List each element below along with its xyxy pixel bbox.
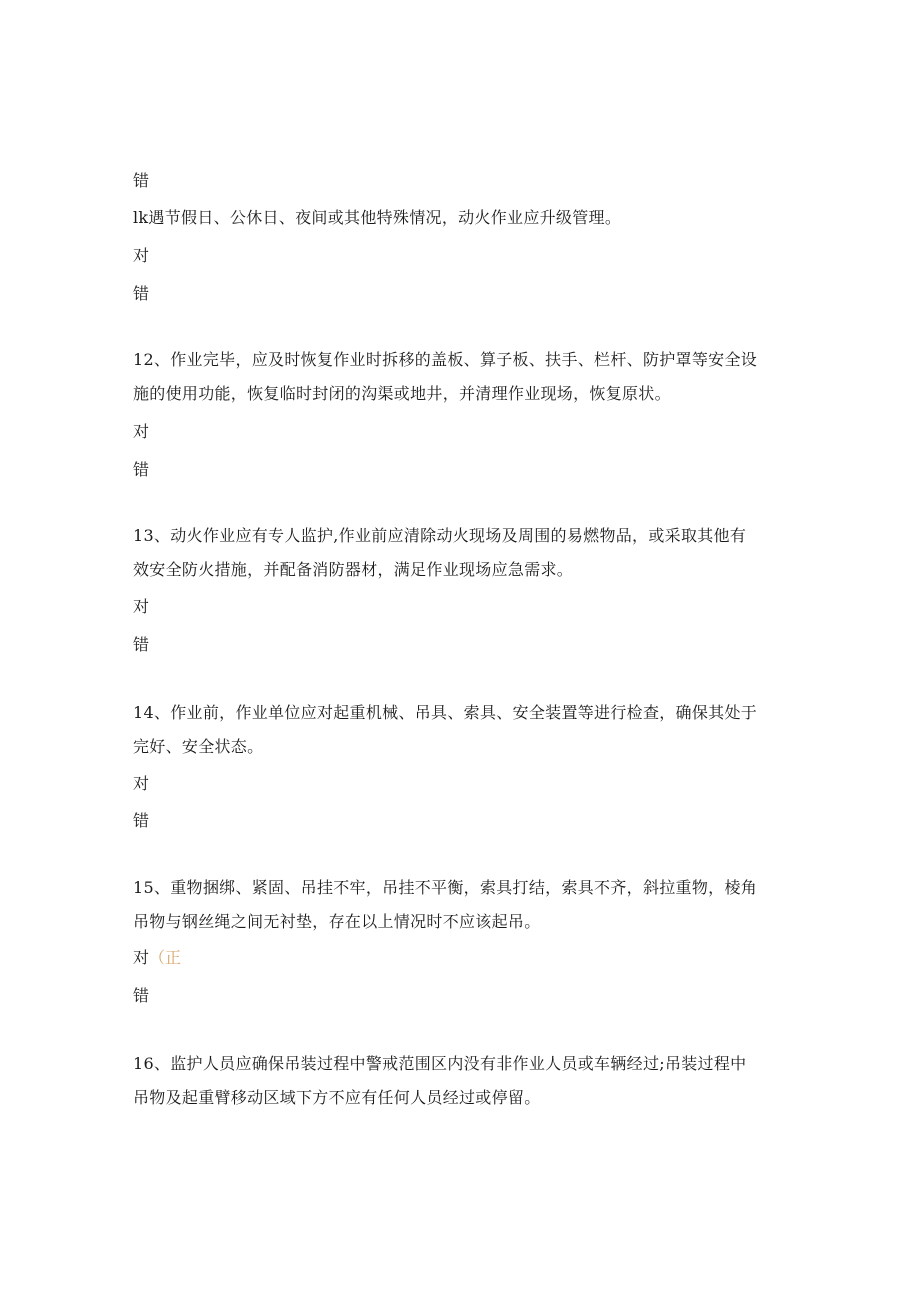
option-correct: 对 — [133, 422, 150, 441]
question-14 — [133, 696, 783, 764]
question-12-line-2: 施的使用功能，恢复临时封闭的沟渠或地井，并清理作业现场，恢复原状。 — [133, 384, 671, 403]
option-correct-label: 对 — [133, 948, 150, 967]
option-wrong: 错 — [133, 811, 150, 830]
option-correct: 对 — [133, 246, 150, 265]
option-wrong: 错 — [133, 460, 150, 479]
question-16-line-1: 16、监护人员应确保吊装过程中警戒范围区内没有非作业人员或车辆经过;吊装过程中 — [133, 1054, 747, 1073]
question-13 — [133, 519, 783, 587]
question-13-line-1: 13、动火作业应有专人监护,作业前应清除动火现场及周围的易燃物品，或采取其他有 — [133, 526, 747, 545]
question-12-line-1: 12、作业完毕，应及时恢复作业时拆移的盖板、算子板、扶手、栏杆、防护罩等安全设 — [133, 350, 758, 369]
question-11-text: lk遇节假日、公休日、夜间或其他特殊情况，动火作业应升级管理。 — [133, 208, 622, 227]
question-13-line-2: 效安全防火措施，并配备消防器材，满足作业现场应急需求。 — [133, 560, 574, 579]
option-wrong: 错 — [133, 635, 150, 654]
question-15 — [133, 871, 783, 939]
question-15-line-1: 15、重物捆绑、紧固、吊挂不牢，吊挂不平衡，索具打结，索具不齐，斜拉重物，棱角 — [133, 878, 758, 897]
option-wrong: 错 — [133, 284, 150, 303]
option-correct: 对 — [133, 597, 150, 616]
question-12 — [133, 343, 783, 411]
question-15-line-2: 吊物与钢丝绳之间无衬垫，存在以上情况时不应该起吊。 — [133, 912, 541, 931]
question-16-line-2: 吊物及起重臂移动区域下方不应有任何人员经过或停留。 — [133, 1088, 541, 1107]
option-correct — [133, 947, 181, 969]
answer-mark: （正 — [149, 948, 182, 967]
question-14-line-2: 完好、安全状态。 — [133, 737, 264, 756]
question-16 — [133, 1047, 783, 1115]
option-wrong: 错 — [133, 171, 150, 190]
question-14-line-1: 14、作业前，作业单位应对起重机械、吊具、索具、安全装置等进行检查，确保其处于 — [133, 703, 758, 722]
option-wrong: 错 — [133, 986, 150, 1005]
option-correct: 对 — [133, 774, 150, 793]
